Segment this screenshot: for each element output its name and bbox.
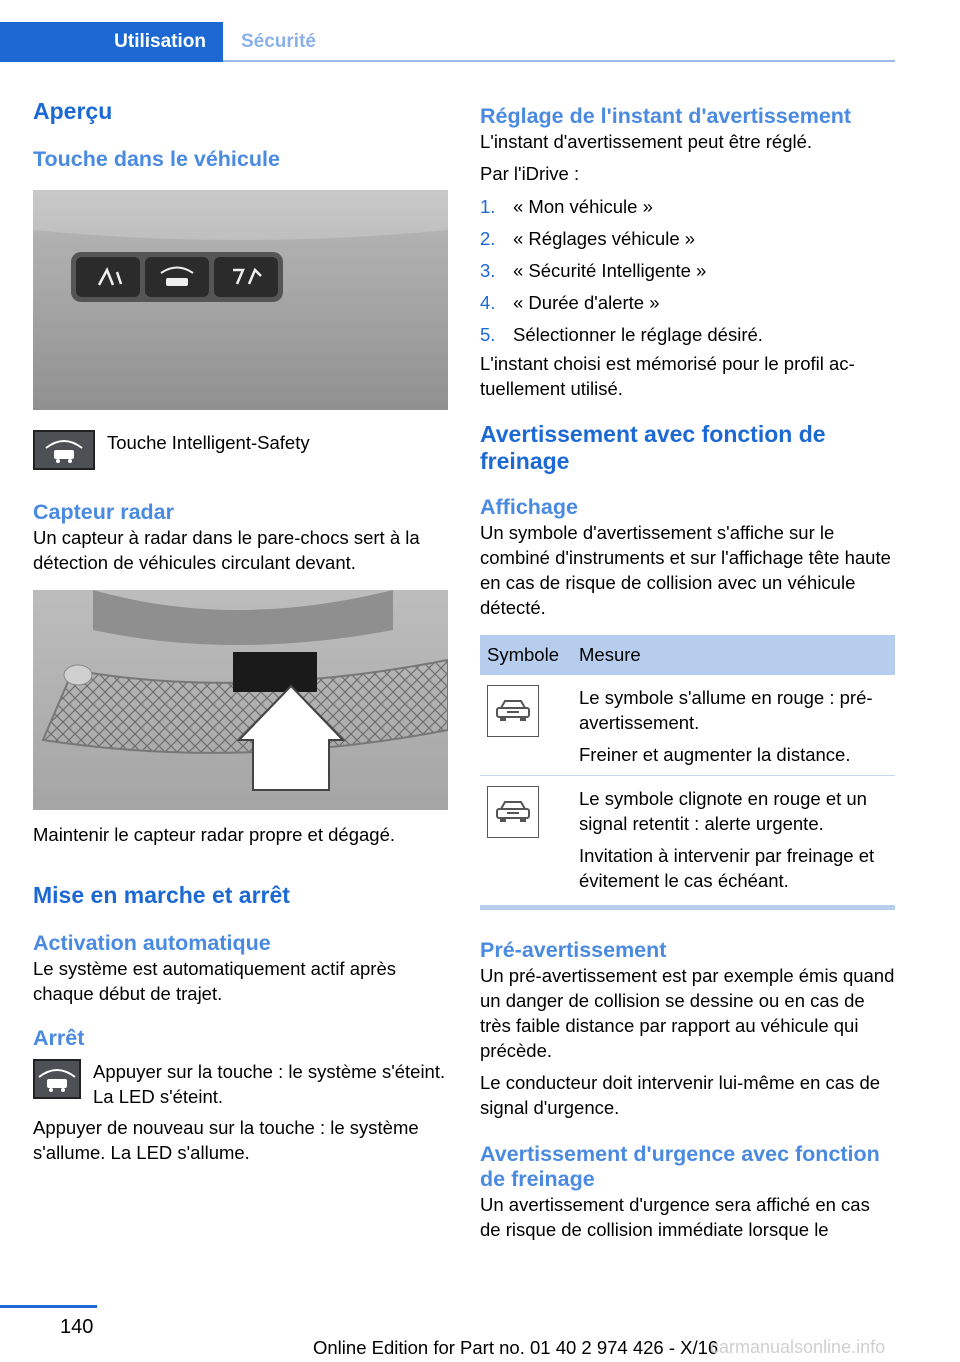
text-avertissement-urgence: Un avertissement d'urgence sera affiché en cas de risque de collision immédiate lorsque le bbox=[480, 1194, 870, 1240]
car-warning-icon bbox=[487, 786, 539, 838]
row1-text-a: Le symbole s'allume en rouge : pré-avertissement. bbox=[579, 687, 873, 733]
idrive-steps-list bbox=[480, 191, 895, 351]
page-number: 140 bbox=[60, 1316, 94, 1338]
heading-apercu: Aperçu bbox=[33, 98, 113, 124]
heading-arret: Arrêt bbox=[33, 1026, 85, 1050]
list-item: 4. « Durée d'alerte » bbox=[480, 292, 660, 313]
left-column bbox=[33, 98, 448, 1165]
text-maintenir: Maintenir le capteur radar propre et dégagé. bbox=[33, 824, 395, 845]
table-row bbox=[480, 675, 895, 776]
text-affichage: Un symbole d'avertissement s'affiche sur le combiné d'instruments et sur l'affichage tête haute en cas de risque de collision avec un véhicule détecté. bbox=[480, 522, 891, 618]
heading-avertissement-freinage: Avertissement avec fonction de freinage bbox=[480, 421, 826, 474]
heading-activation: Activation automatique bbox=[33, 931, 271, 955]
text-capteur-radar: Un capteur à radar dans le pare-chocs sert à la détection de véhicules circulant devant. bbox=[33, 527, 420, 573]
text-appuyer-nouveau: Appuyer de nouveau sur la touche : le système s'allume. La LED s'allume. bbox=[33, 1117, 419, 1163]
text-instant-choisi: L'instant choisi est mémorisé pour le profil actuellement utilisé. bbox=[480, 353, 855, 399]
row2-text-b: Invitation à intervenir par freinage et évitement le cas échéant. bbox=[579, 845, 875, 891]
text-par-idrive: Par l'iDrive : bbox=[480, 163, 580, 184]
tab-utilisation[interactable]: Utilisation bbox=[0, 22, 223, 62]
intelligent-safety-button-icon bbox=[33, 1059, 81, 1099]
tab-securite[interactable]: Sécurité bbox=[241, 31, 316, 52]
list-item: 1. « Mon véhicule » bbox=[480, 196, 653, 217]
text-conducteur: Le conducteur doit intervenir lui-même en cas de signal d'urgence. bbox=[480, 1072, 881, 1118]
heading-pre-avertissement: Pré-avertissement bbox=[480, 938, 667, 962]
car-warning-icon bbox=[487, 685, 539, 737]
row1-text-b: Freiner et augmenter la distance. bbox=[579, 744, 851, 765]
footer-rule bbox=[0, 1305, 97, 1308]
heading-reglage: Réglage de l'instant d'avertissement bbox=[480, 104, 852, 128]
right-column bbox=[480, 98, 895, 1242]
list-item: 2. « Réglages véhicule » bbox=[480, 228, 696, 249]
list-item: 3. « Sécurité Intelligente » bbox=[480, 260, 707, 281]
text-arret: Appuyer sur la touche : le système s'éteint. La LED s'éteint. bbox=[93, 1061, 446, 1107]
vehicle-buttons-photo bbox=[33, 190, 448, 410]
table-header-row bbox=[480, 635, 895, 675]
caption-touche-intelligent-safety: Touche Intelligent-Safety bbox=[107, 432, 310, 453]
col-mesure: Mesure bbox=[572, 635, 895, 675]
text-pre-avertissement: Un pré-avertissement est par exemple émis quand un danger de collision se dessine ou en cas de très faible distance par rapport au véhicule qui précède. bbox=[480, 965, 895, 1061]
heading-avertissement-urgence: Avertissement d'urgence avec fonction de freinage bbox=[480, 1142, 880, 1191]
arret-row bbox=[33, 1059, 448, 1109]
intelligent-safety-button-icon bbox=[33, 430, 95, 470]
table-row bbox=[480, 776, 895, 902]
heading-mise-en-marche: Mise en marche et arrêt bbox=[33, 882, 290, 908]
edition-text: Online Edition for Part no. 01 40 2 974 426 - X/16 bbox=[313, 1337, 719, 1358]
text-activation: Le système est automatiquement actif après chaque début de trajet. bbox=[33, 958, 396, 1004]
watermark: carmanualsonline.info bbox=[710, 1337, 886, 1357]
col-symbole: Symbole bbox=[480, 635, 572, 675]
text-instant: L'instant d'avertissement peut être réglé. bbox=[480, 131, 813, 152]
list-item: 5. Sélectionner le réglage désiré. bbox=[480, 324, 763, 345]
heading-capteur-radar: Capteur radar bbox=[33, 500, 174, 524]
heading-touche: Touche dans le véhicule bbox=[33, 147, 280, 171]
header-tabs bbox=[0, 0, 960, 62]
touche-caption-row bbox=[33, 430, 448, 470]
header-rule bbox=[223, 60, 895, 62]
table-bottom-rule bbox=[480, 905, 895, 910]
symbol-table bbox=[480, 635, 895, 901]
radar-sensor-photo bbox=[33, 590, 448, 810]
heading-affichage: Affichage bbox=[480, 495, 578, 519]
row2-text-a: Le symbole clignote en rouge et un signal retentit : alerte urgente. bbox=[579, 788, 867, 834]
